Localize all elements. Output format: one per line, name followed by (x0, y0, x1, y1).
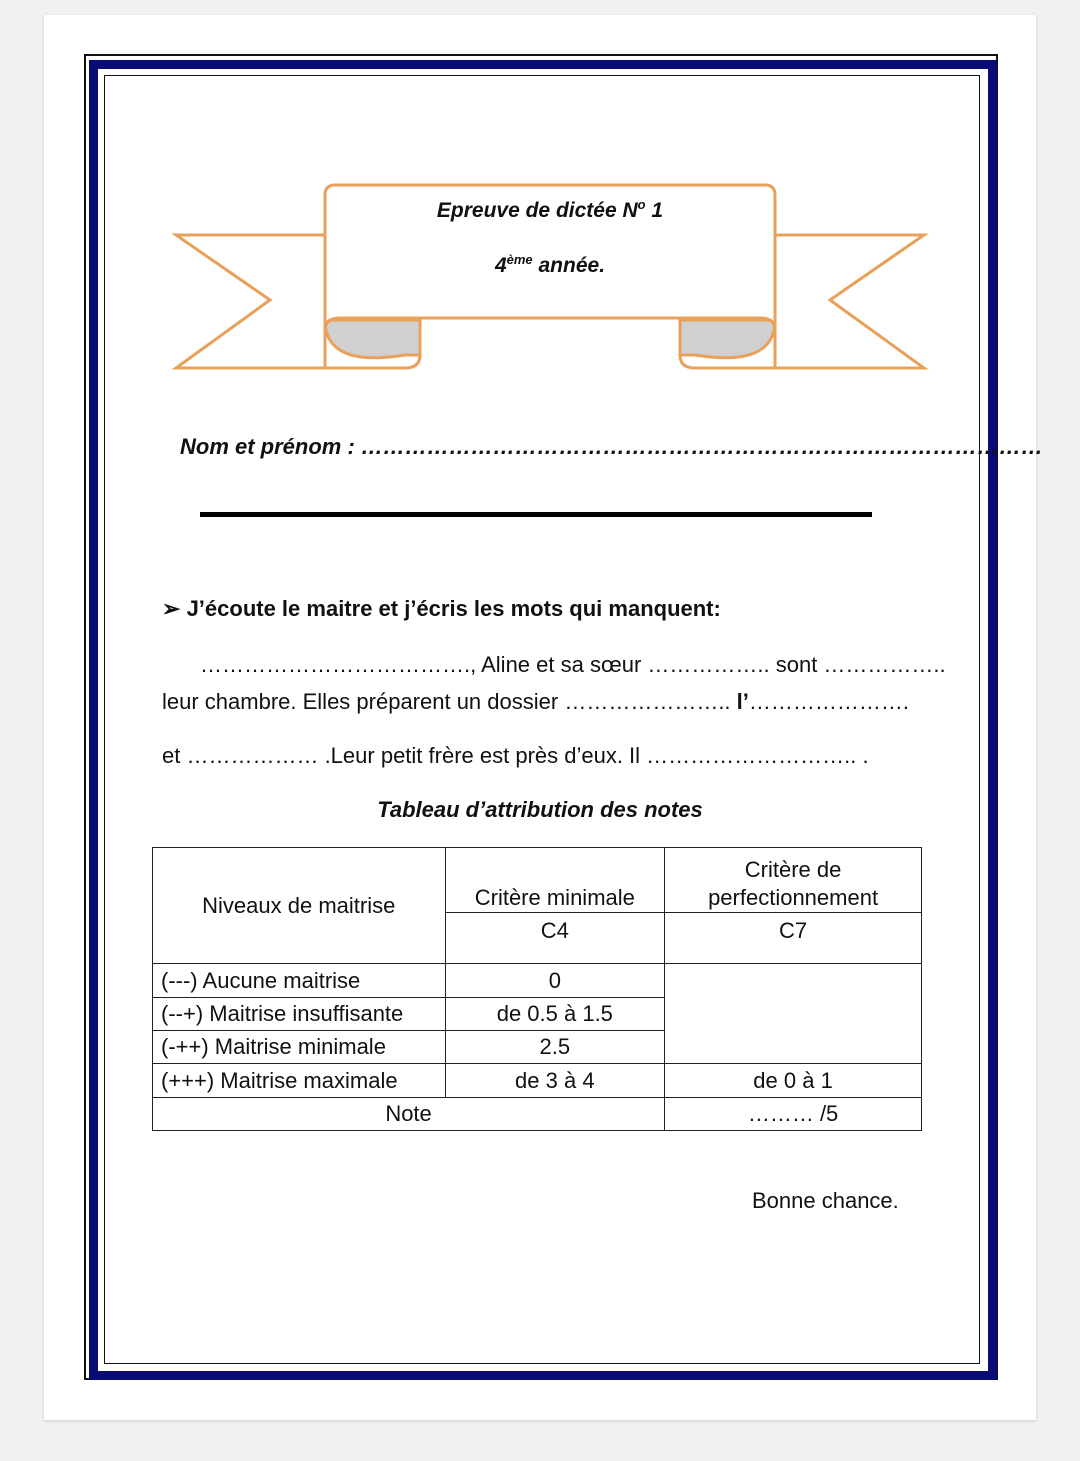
divider (200, 512, 872, 517)
table-row: (-++) Maitrise minimale 2.5 (153, 1031, 922, 1064)
note-label: Note (153, 1098, 665, 1131)
dictation-line-1[interactable]: ………………………………., Aline et sa sœur …………….. sont …………….. (200, 652, 946, 677)
table-title: Tableau d’attribution des notes (377, 797, 703, 822)
dictation-line-2[interactable]: leur chambre. Elles préparent un dossier ………………….. l’…………………. (162, 689, 910, 714)
exam-title: Epreuve de dictée $N^o$ 1 (436, 197, 664, 222)
closing-text: Bonne chance. (752, 1188, 899, 1213)
arrow-bullet-icon: ➢ (162, 596, 181, 621)
table-row: (+++) Maitrise maximale de 3 à 4 de 0 à 1 (153, 1064, 922, 1098)
instruction: ➢ J’écoute le maitre et j’écris les mots qui manquent: (162, 596, 721, 621)
header-levels: Niveaux de maitrise (153, 848, 446, 964)
note-row (153, 1098, 922, 1131)
header-c4: C4 (445, 913, 665, 964)
grade-level: 4ème année. (494, 252, 606, 277)
header-c7: C7 (665, 913, 922, 964)
note-value[interactable]: ……… /5 (665, 1098, 922, 1131)
table-row: (--+) Maitrise insuffisante de 0.5 à 1.5 (153, 998, 922, 1031)
name-field[interactable]: Nom et prénom : ………………………………………………………………………………… (180, 434, 1043, 459)
dictation-line-3[interactable]: et ……………… .Leur petit frère est près d’eux. Il ……………………….. . (162, 743, 869, 768)
header-perf: Critère de perfectionnement (665, 848, 922, 913)
header-min: Critère minimale (445, 848, 665, 913)
c7-empty-cell (665, 964, 922, 1064)
grading-table (152, 847, 922, 1131)
table-row: (---) Aucune maitrise 0 (153, 964, 922, 998)
